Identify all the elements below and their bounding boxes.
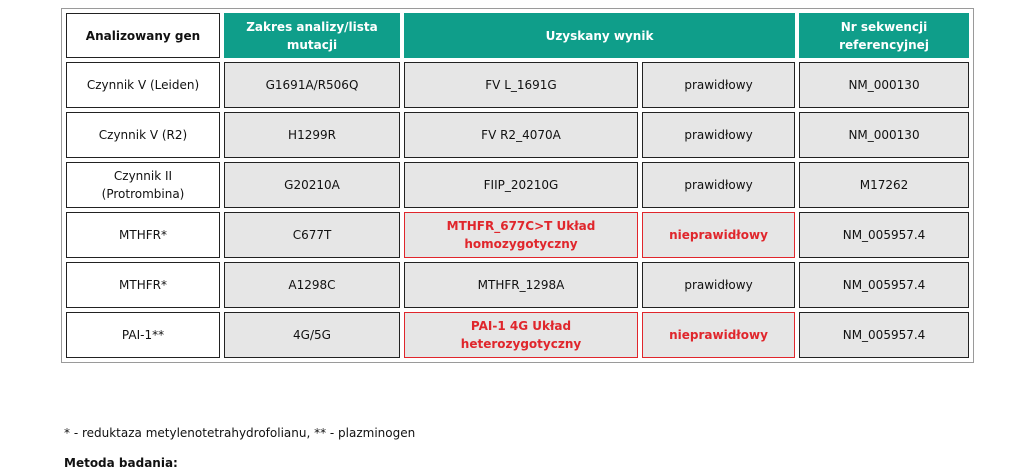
table-row [66,112,969,158]
method-label: Metoda badania: [64,456,178,470]
table-header-row [66,13,969,58]
ref-cell: NM_000130 [799,112,969,158]
gene-cell: MTHFR* [66,262,220,308]
status-cell-abnormal: nieprawidłowy [642,312,795,358]
ref-cell: NM_005957.4 [799,262,969,308]
result-cell-abnormal: MTHFR_677C>T Układ homozygotyczny [404,212,638,258]
header-result: Uzyskany wynik [404,13,795,58]
table-row [66,262,969,308]
result-cell: FV L_1691G [404,62,638,108]
genetic-results-table [62,9,973,362]
ref-cell: NM_000130 [799,62,969,108]
gene-cell: Czynnik V (Leiden) [66,62,220,108]
scope-cell: G20210A [224,162,400,208]
status-cell: prawidłowy [642,162,795,208]
header-ref: Nr sekwencji referencyjnej [799,13,969,58]
ref-cell: NM_005957.4 [799,212,969,258]
result-cell-abnormal: PAI-1 4G Układ heterozygotyczny [404,312,638,358]
header-scope: Zakres analizy/lista mutacji [224,13,400,58]
gene-cell: PAI-1** [66,312,220,358]
status-cell: prawidłowy [642,62,795,108]
table-row [66,312,969,358]
result-cell: MTHFR_1298A [404,262,638,308]
status-cell: prawidłowy [642,112,795,158]
gene-cell: Czynnik II (Protrombina) [66,162,220,208]
table-row [66,162,969,208]
ref-cell: NM_005957.4 [799,312,969,358]
scope-cell: H1299R [224,112,400,158]
table-row [66,62,969,108]
ref-cell: M17262 [799,162,969,208]
gene-cell: MTHFR* [66,212,220,258]
status-cell: prawidłowy [642,262,795,308]
result-cell: FIIP_20210G [404,162,638,208]
footnote: * - reduktaza metylenotetrahydrofolianu, ** - plazminogen [64,426,416,440]
header-gene: Analizowany gen [66,13,220,58]
scope-cell: 4G/5G [224,312,400,358]
scope-cell: C677T [224,212,400,258]
result-cell: FV R2_4070A [404,112,638,158]
table-row [66,212,969,258]
gene-cell: Czynnik V (R2) [66,112,220,158]
scope-cell: G1691A/R506Q [224,62,400,108]
status-cell-abnormal: nieprawidłowy [642,212,795,258]
scope-cell: A1298C [224,262,400,308]
